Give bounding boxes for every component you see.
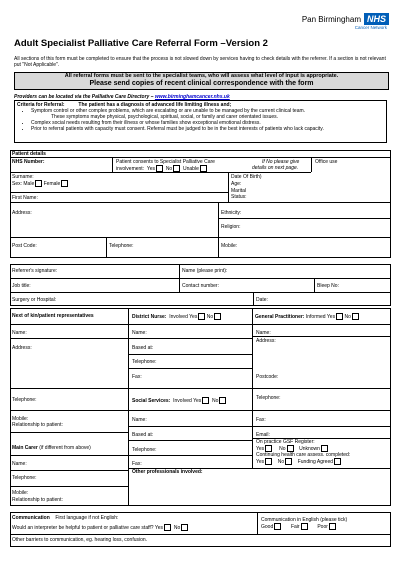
directory-link[interactable]: www.birminghamcancer.nhs.uk (154, 94, 230, 100)
barriers-label: Other barriers to communication, eg. hearing loss, confusion. (12, 537, 148, 543)
details-note: details on next page. (252, 165, 299, 171)
consent-options (116, 165, 207, 172)
ss-telephone-label: Telephone: (132, 447, 157, 453)
poor-checkbox[interactable] (329, 523, 336, 530)
other-professionals-label: Other professionals involved: (132, 469, 203, 475)
notice-line-2: Please send copies of recent clinical correspondence with the form (89, 80, 314, 87)
funding-checkbox[interactable] (334, 458, 341, 465)
gsf-no-checkbox[interactable] (287, 445, 294, 452)
age-label: Age: (231, 181, 242, 187)
gp-yes-label: Yes (326, 313, 336, 320)
ss-involved-label: Involved (173, 397, 192, 404)
gsf-options (256, 445, 328, 452)
interpreter-label: Would an interpreter be helpful to patient or palliative care staff? (12, 524, 154, 531)
mobile-label: Mobile: (221, 243, 238, 249)
good-label: Good (261, 523, 274, 530)
chc-label: Continuing health care assess. completed: (256, 452, 351, 458)
unable-label: Unable (183, 165, 199, 172)
logo-name: Pan Birmingham (301, 14, 361, 24)
first-language-label: First language if not English: (55, 515, 119, 521)
yes-label: Yes (146, 165, 156, 172)
dn-fax-label: Fax: (132, 374, 142, 380)
gp-header-row (255, 313, 359, 320)
ss-header-row (132, 397, 226, 404)
ss-yes-label: Yes (193, 397, 202, 404)
page-title: Adult Specialist Palliative Care Referral Form –Version 2 (14, 38, 268, 49)
gsf-label: On practice GSF Register: (256, 439, 315, 445)
chc-no-label: No (277, 458, 285, 465)
interpreter-row (12, 524, 188, 531)
fair-label: Fair (290, 523, 300, 530)
criteria-item: • Complex social needs resulting from their illness or whose families show exceptional emotional distress. (31, 120, 384, 126)
kin-relationship-label: Relationship to patient: (12, 422, 63, 428)
chc-yes-checkbox[interactable] (265, 458, 272, 465)
kin-mobile-label: Mobile: (12, 416, 29, 422)
comm-label: Communication (12, 515, 50, 521)
ss-name-label: Name: (132, 417, 147, 423)
gp-telephone-label: Telephone: (256, 395, 281, 401)
gp-address-label: Address: (256, 338, 276, 344)
funding-label: Funding Agreed (297, 458, 334, 465)
involvement-label: involvement: (116, 165, 145, 172)
dn-header: District Nurse: (132, 313, 167, 320)
gp-no-label: No (344, 313, 351, 320)
if-no-note: If No please give (262, 159, 300, 165)
logo-subtitle: Cancer Network (354, 25, 387, 30)
gp-email-label: Email: (256, 432, 270, 438)
kin-address-label: Address: (12, 345, 32, 351)
gsf-yes-checkbox[interactable] (265, 445, 272, 452)
marital-label: Marital (231, 188, 247, 194)
good-checkbox[interactable] (274, 523, 281, 530)
consent-label: Patient consents to Specialist Palliative Care (116, 159, 215, 165)
chc-no-checkbox[interactable] (285, 458, 292, 465)
carer-mobile-label: Mobile: (12, 490, 29, 496)
english-options (261, 523, 336, 530)
chc-options (256, 458, 341, 465)
interpreter-no-label: No (173, 524, 181, 531)
notice-line-1: All referral forms must be sent to the specialist teams, who will assess what level of input is appropriate. (64, 73, 339, 79)
ss-fax-label: Fax: (132, 461, 142, 467)
criteria-item: These symptoms maybe physical, psychological, spiritual, social, or family and carer orientated issues. (51, 114, 279, 120)
notice-box (14, 72, 389, 90)
bleep-label: Bleep No: (317, 283, 339, 289)
contact-number-label: Contact number: (182, 283, 219, 289)
job-title-label: Job title: (12, 283, 31, 289)
first-name-label: First Name: (12, 195, 38, 201)
gsf-no-label: No (279, 445, 286, 452)
providers-text: Providers can be located via the Palliative Care Directory – (14, 94, 155, 100)
ss-header: Social Services: (132, 397, 171, 404)
criteria-subheading: The patient has a diagnosis of advanced life limiting illness and; (78, 102, 232, 108)
gsf-unknown-label: Unknown (299, 445, 320, 452)
criteria-item: • Prior to referral patients with capacity must consent. Referral must be judged to be in the best interests of patients who lack capacity. (31, 126, 384, 132)
dn-yes-checkbox[interactable] (198, 313, 205, 320)
carer-note: (if different from above) (39, 445, 91, 451)
carer-header (12, 445, 91, 451)
dn-telephone-label: Telephone: (132, 359, 157, 365)
gsf-unknown-checkbox[interactable] (321, 445, 328, 452)
female-label: Female (43, 180, 61, 187)
gp-yes-checkbox[interactable] (336, 313, 343, 320)
gp-fax-label: Fax: (256, 417, 266, 423)
gp-name-label: Name: (256, 330, 271, 336)
dn-header-row (132, 313, 221, 320)
carer-label: Main Carer (12, 445, 38, 451)
nhs-number-label: NHS Number: (12, 159, 45, 165)
office-use-label: Office use (315, 159, 338, 165)
dob-label: Date Of Birth) (231, 174, 262, 180)
sex-male-label: Sex: Male (12, 180, 35, 187)
dn-no-label: No (206, 313, 214, 320)
postcode-label: Post Code: (12, 243, 37, 249)
english-label: Communication in English (please tick) (261, 517, 348, 523)
criteria-heading: Criteria for Referral: (17, 102, 65, 108)
interpreter-no-checkbox[interactable] (181, 524, 188, 531)
ss-no-checkbox[interactable] (219, 397, 226, 404)
kin-header: Next of kin/patient representatives (12, 313, 94, 319)
carer-relationship-label: Relationship to patient: (12, 497, 63, 503)
referrer-date-label: Date: (256, 297, 268, 303)
nhs-badge: NHS (364, 13, 389, 25)
referrer-name-label: Name (please print): (182, 268, 228, 274)
fair-checkbox[interactable] (301, 523, 308, 530)
gp-postcode-label: Postcode: (256, 374, 279, 380)
consent-unable-checkbox[interactable] (200, 165, 207, 172)
chc-yes-label: Yes (256, 458, 265, 465)
dn-involved-label: Involved (169, 313, 188, 320)
dn-name-label: Name: (132, 330, 147, 336)
gp-header: General Practitioner: (255, 313, 305, 320)
dn-no-checkbox[interactable] (214, 313, 221, 320)
consent-no-checkbox[interactable] (173, 165, 180, 172)
sex-field (12, 180, 68, 187)
criteria-item: • Symptom control or other complex problems, which are escalating or are unable to be managed by the current clinical team. (31, 108, 384, 114)
gp-informed-label: Informed (305, 313, 326, 320)
interpreter-yes-checkbox[interactable] (164, 524, 171, 531)
poor-label: Poor (317, 523, 328, 530)
surgery-label: Surgery or Hospital: (12, 297, 57, 303)
consent-yes-checkbox[interactable] (156, 165, 163, 172)
criteria-box (14, 100, 387, 143)
comm-lang-row (12, 515, 118, 521)
logo (302, 13, 389, 30)
referrer-signature-label: Referrer's signature: (12, 268, 58, 274)
no-label: No (165, 165, 173, 172)
address-label: Address: (12, 210, 32, 216)
ethnicity-label: Ethnicity: (221, 210, 242, 216)
carer-telephone-label: Telephone: (12, 475, 37, 481)
gp-no-checkbox[interactable] (352, 313, 359, 320)
dn-yes-label: Yes (189, 313, 198, 320)
kin-telephone-label: Telephone: (12, 397, 37, 403)
intro-text: All sections of this form must be completed to ensure that the process is not slowed down by services having to check details with the referrer. If a section is not relevant put "Not Applicable". (14, 56, 386, 68)
kin-name-label: Name: (12, 330, 27, 336)
dn-based-label: Based at: (132, 345, 154, 351)
interpreter-yes-label: Yes (154, 524, 164, 531)
telephone-label: Telephone: (109, 243, 134, 249)
surname-label: Surname: (12, 174, 34, 180)
patient-section-title: Patient details (12, 151, 46, 157)
ss-yes-checkbox[interactable] (202, 397, 209, 404)
carer-name-label: Name: (12, 461, 27, 467)
religion-label: Religion: (221, 224, 241, 230)
male-checkbox[interactable] (35, 180, 42, 187)
ss-based-label: Based at: (132, 432, 154, 438)
gsf-yes-label: Yes (256, 445, 265, 452)
status-label: Status: (231, 194, 247, 200)
ss-no-label: No (212, 397, 219, 404)
female-checkbox[interactable] (61, 180, 68, 187)
